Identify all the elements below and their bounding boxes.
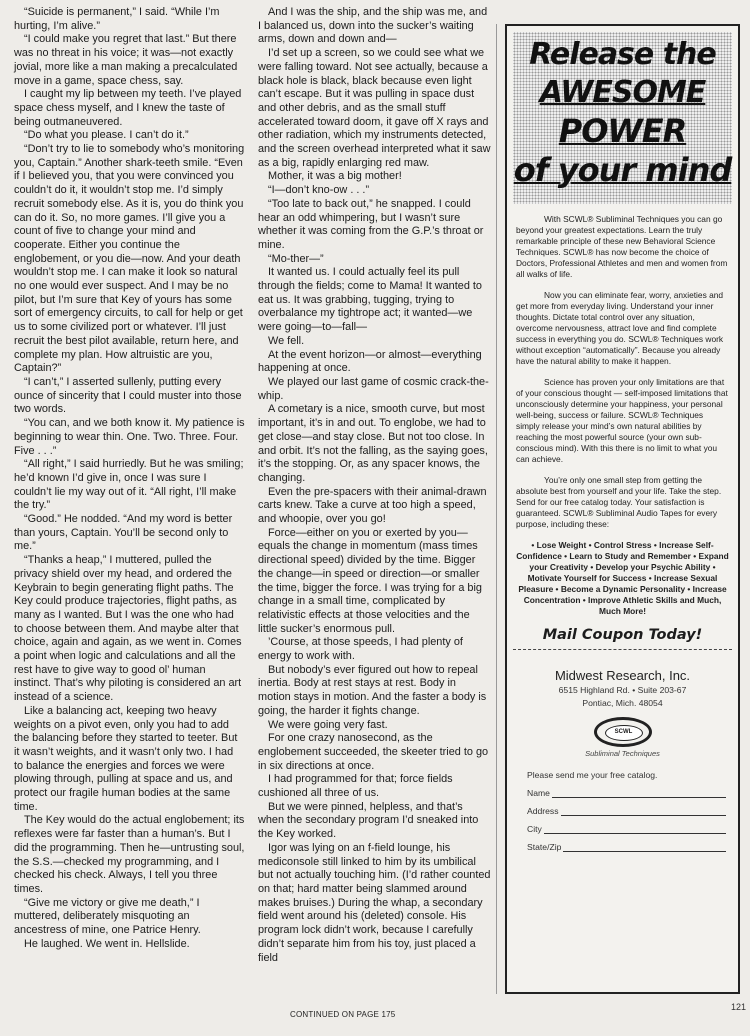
logo-tagline: Subliminal Techniques — [585, 749, 660, 758]
story-paragraph: He laughed. We went in. Hellslide. — [24, 937, 190, 950]
story-paragraph: I had programmed for that; force fields cushioned all three of us. — [258, 773, 453, 800]
story-paragraph: Force—either on you or exerted by you—equals the change in momentum (mass times directional speed) divided by the time. Bigger the change—in speed or direction—or smaller the time, bigger the force. I was trying for a big change in a small time, complicated by relativistic effects at those velocities and the little sucker’s enormous pull. — [258, 526, 482, 635]
story-paragraph: “Give me victory or give me death,” I muttered, deliberately misquoting an ancestress of mine, one Patrice Henry. — [14, 896, 201, 937]
story-paragraph: “Suicide is permanent,” I said. “While I’m hurting, I’m alive.” — [14, 6, 220, 32]
headline-line-2: AWESOME — [539, 75, 706, 110]
story-paragraph: “Don’t try to lie to somebody who’s monitoring you, Captain.” Another shark-teeth smile. “Even if I believed you, that you were convinced you couldn’t do it, it wouldn’t stop me. I’d simply recruit somebody else. As it is, you do think you can do it. So, no more games. I’ll give you a count of five to change your mind and cooperate. Either you continue the englobement, or you die—now. And your death wouldn’t stop me. I can make it look so natural no one would ever suspect. And I may be no pilot, but I’m sure that Key of yours has some sort of emergency circuits, to call for help or get us to some civilized port or whatever. I’ll just recruit the best pilot available, return here, and complete my plan. How altruistic are you, Captain?” — [14, 143, 245, 375]
ad-benefits-list: • Lose Weight • Control Stress • Increase Self-Confidence • Learn to Study and Remember • Expand your Creativity • Develop your Psychic Ability • Motivate Yourself for Success • Increase Sexual Pleasure • Become a Dynamic Personality • Increase Concentration • Improve Athletic Skills and Much, Much More! — [516, 540, 729, 616]
city-line[interactable] — [544, 823, 726, 834]
city-label: City — [527, 824, 542, 834]
story-column-1 — [14, 6, 245, 952]
story-paragraph: I’d set up a screen, so we could see what we were falling toward. Not see actually, because a black hole is black, black because even light can’t escape. But it was pulling in space dust and other debris, and as the small stuff accelerated toward doom, it gave off X rays and other radiation, which my instruments detected, and the screen overhead interpreted what it saw as a big, rapidly enlarging red maw. — [258, 47, 491, 169]
ad-paragraph: Science has proven your only limitations are that of your conscious thought — self-imposed limitations that unconsciously determine your happiness, your personal well-being, success or failure. SCWL® Techniques simply release your mind’s own natural abilities by reaching the most powerful source (your own sub-conscious mind). With this there is no limit to what you can achieve. — [516, 377, 728, 464]
story-paragraph: “You can, and we both know it. My patience is beginning to wear thin. One. Two. Three. Four. Five . . .” — [14, 417, 245, 457]
story-paragraph: A cometary is a nice, smooth curve, but most important, it’s in and out. To englobe, we had to get close—and stay close. But not too close. In and orbit. It’s not the falling, as the saying goes, it’s the stopping. Or, as any spacer knows, the changing. — [258, 403, 488, 484]
company-address-1: 6515 Highland Rd. • Suite 203-67 — [558, 685, 687, 695]
company-address-2: Pontiac, Mich. 48054 — [582, 698, 663, 708]
address-field[interactable] — [527, 802, 726, 816]
story-paragraph: The Key would do the actual englobement; its reflexes were far faster than a human’s. But I did the programming. Then he—untrusting soul, the S.S.—checked my programming, and I checked his check. Always, I tell you three times. — [14, 814, 245, 895]
story-paragraph: ’Course, at those speeds, I had plenty of energy to work with. — [258, 636, 463, 663]
state-zip-field[interactable] — [527, 838, 726, 852]
coupon — [513, 649, 732, 875]
ad-paragraph: You’re only one small step from getting the absolute best from yourself and your life. Take the step. Send for our free catalog today. Your satisfaction is guaranteed. SCWL® Subliminal Audio Tapes for every purpose, including these: — [516, 475, 722, 529]
story-paragraph: “Too late to back out,” he snapped. I could hear an odd whimpering, but I wasn’t sure whether it was coming from the G.P.’s throat or mine. — [258, 197, 484, 251]
story-paragraph: Igor was lying on an f-field lounge, his mediconsole still linked to him by its umbilical but not actually touching him. (I’d rather counted on that; hard matter being slammed around makes bruises.) During the whap, a secondary field went around his (deleted) console. His program lock didn’t work, because I carefully didn’t separate him from his toy, just placed a field — [258, 841, 491, 964]
column-rule — [496, 24, 497, 994]
story-paragraph: We played our last game of cosmic crack-the-whip. — [258, 375, 489, 402]
scwl-logo — [594, 717, 652, 747]
story-paragraph: “I can’t,” I asserted sullenly, putting every ounce of sincerity that I could muster into those two words. — [14, 375, 242, 416]
story-paragraph: Even the pre-spacers with their animal-drawn carts knew. Take a curve at too high a speed, and whoopie, over you go! — [258, 485, 487, 526]
state-zip-label: State/Zip — [527, 842, 562, 852]
story-paragraph: “I—don’t kno-ow . . .” — [268, 184, 370, 197]
story-paragraph: For one crazy nanosecond, as the englobement succeeded, the skeeter tried to go in six directions at once. — [258, 732, 489, 772]
ad-paragraph: With SCWL® Subliminal Techniques you can go beyond your greatest expectations. Learn the truly remarkable principle of these new Behavioral Science Techniques. SCWL® has now become the choice of Doctors, Professional Athletes and men and women from all walks of life. — [516, 214, 728, 279]
story-paragraph: “All right,” I said hurriedly. But he was smiling; he’d known I’d give in, once I was sure I couldn’t lie my way out of it. “All right, I’ll make the try.” — [14, 458, 244, 512]
story-column-2 — [258, 6, 491, 965]
headline-line-4: of your mind — [513, 151, 732, 189]
headline-line-1: Release the — [529, 37, 716, 72]
name-label: Name — [527, 788, 550, 798]
story-paragraph: I caught my lip between my teeth. I’ve played space chess myself, and I knew the taste of being outmaneuvered. — [14, 88, 242, 128]
story-paragraph: We fell. — [268, 334, 305, 347]
scwl-logo-text: SCWL — [605, 725, 643, 741]
story-paragraph: But we were pinned, helpless, and that’s when the secondary program I’d sneaked into the Key worked. — [258, 800, 479, 841]
story-paragraph: “Good.” He nodded. “And my word is better than yours, Captain. You’ll be second only to me.” — [14, 513, 233, 553]
company-name: Midwest Research, Inc. — [554, 668, 691, 683]
ad-headline — [513, 32, 732, 204]
story-paragraph: At the event horizon—or almost—everything happening at once. — [258, 348, 482, 375]
story-paragraph: “Do what you please. I can’t do it.” — [24, 129, 189, 142]
headline-line-3: POWER — [558, 112, 687, 150]
continued-notice: CONTINUED ON PAGE 175 — [290, 1010, 396, 1019]
story-paragraph: Like a balancing act, keeping two heavy weights on a pivot even, only you had to add the balancing before they started to teeter. But it wasn’t weights, and it wasn’t only two. I had to balance the energies and forces we were plowing through, pulling at space and us, and protect our fragile human bodies at the same time. — [14, 704, 238, 813]
story-paragraph: “I could make you regret that last.” But there was no threat in his voice; it was—not exactly jovial, more like a man making a precalculated move in a game, space chess, say. — [14, 33, 238, 87]
catalog-request: Please send me your free catalog. — [527, 770, 658, 780]
story-paragraph: Mother, it was a big mother! — [268, 170, 402, 183]
ad-body — [507, 214, 738, 617]
page-number: 121 — [730, 1002, 746, 1012]
address-line[interactable] — [561, 805, 726, 816]
story-paragraph: But nobody’s ever figured out how to repeal inertia. Body at rest stays at rest. Body in motion stays in motion. And the faster a body is going, the harder it fights change. — [258, 663, 487, 717]
story-paragraph: And I was the ship, and the ship was me, and I balanced us, down into the sucker’s waiting arms, down and down and— — [258, 6, 488, 46]
story-paragraph: It wanted us. I could actually feel its pull through the fields; come to Mama! It wanted to eat us. It was grabbing, tugging, trying to overbalance my tightrope act; it wanted—we were going—to—fall— — [258, 266, 482, 334]
mail-coupon-heading: Mail Coupon Today! — [542, 627, 703, 643]
ad-paragraph: Now you can eliminate fear, worry, anxieties and get more from everyday living. Understand your inner thoughts. Dictate total control over any situation, overcome nervousness, attract love and find complete success in everything you do. SCWL® Techniques work without exception “automatically”. Because you already have the natural ability to make it happen. — [516, 290, 724, 366]
name-line[interactable] — [552, 787, 726, 798]
name-field[interactable] — [527, 784, 726, 798]
state-zip-line[interactable] — [563, 841, 726, 852]
story-paragraph: We were going very fast. — [268, 718, 388, 731]
address-label: Address — [527, 806, 559, 816]
advertisement — [505, 24, 740, 994]
story-paragraph: “Mo-ther—” — [268, 252, 324, 265]
city-field[interactable] — [527, 820, 726, 834]
story-paragraph: “Thanks a heap,” I muttered, pulled the privacy shield over my head, and ordered the Keybrain to begin generating flight paths. The Key could produce trajectories, flight paths, as many as I wanted. But I was the one who had to choose between them. And maybe alter that choice, again and again, as we went in. Comes a point when logic and calculations and all the rest have to give way to good ol’ human instinct. That’s why piloting is considered an art instead of a science. — [14, 554, 242, 704]
